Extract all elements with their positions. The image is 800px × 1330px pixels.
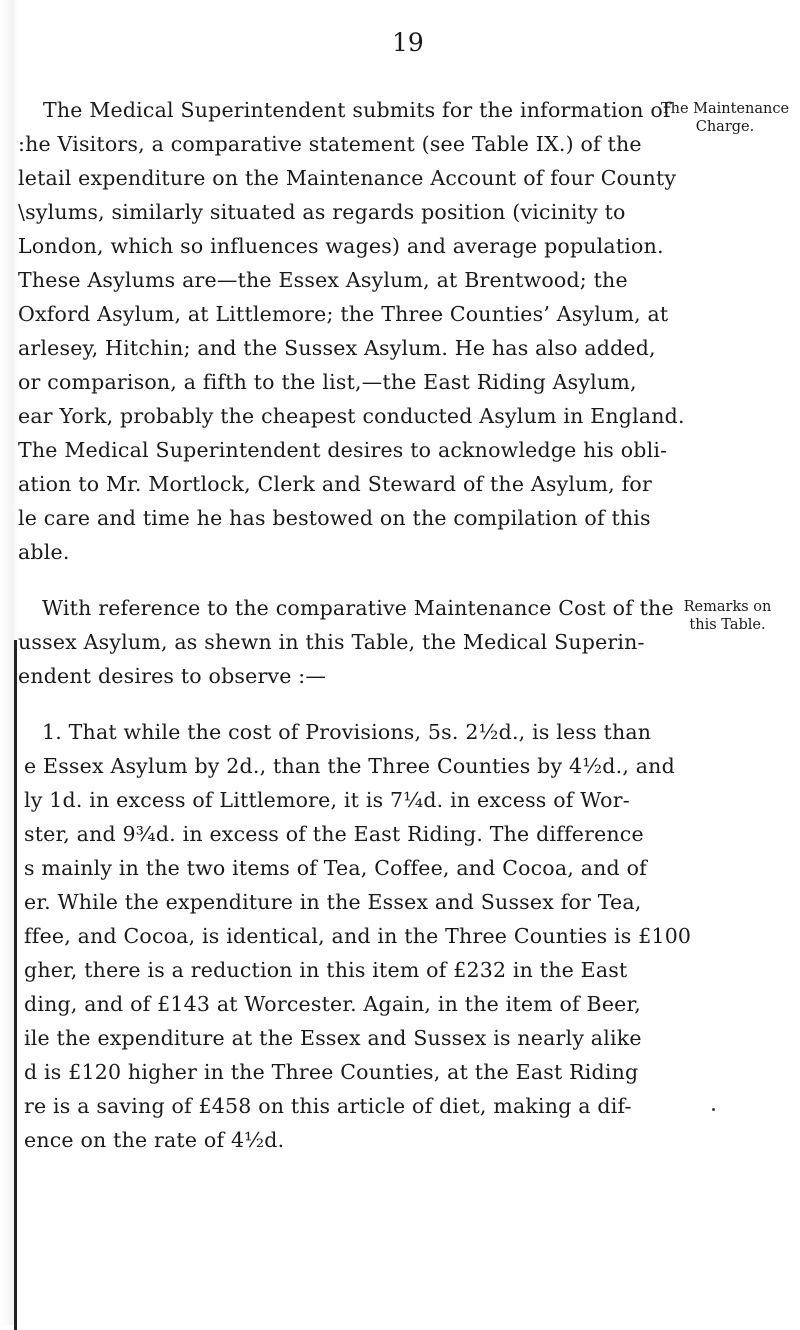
speck-mark <box>712 1108 715 1111</box>
binding-edge <box>14 640 17 1330</box>
text-line: 1. That while the cost of Provisions, 5s. 2½d., is less than <box>42 720 652 744</box>
text-line: ffee, and Cocoa, is identical, and in the Three Counties is £100 <box>24 924 692 948</box>
text-line: letail expenditure on the Maintenance Account of four County <box>18 166 677 190</box>
text-line: re is a saving of £458 on this article of diet, making a dif- <box>24 1094 632 1118</box>
margin-note-line: this Table. <box>689 617 766 633</box>
text-line: \sylums, similarly situated as regards position (vicinity to <box>18 200 626 224</box>
text-line: d is £120 higher in the Three Counties, at the East Riding <box>24 1060 639 1084</box>
text-line: ence on the rate of 4½d. <box>24 1128 285 1152</box>
text-line: ding, and of £143 at Worcester. Again, in the item of Beer, <box>24 992 641 1016</box>
text-line: s mainly in the two items of Tea, Coffee, and Cocoa, and of <box>24 856 647 880</box>
text-line: or comparison, a fifth to the list,—the East Riding Asylum, <box>18 370 637 394</box>
text-line: :he Visitors, a comparative statement (see Table IX.) of the <box>18 132 642 156</box>
text-line: ile the expenditure at the Essex and Sussex is nearly alike <box>24 1026 642 1050</box>
text-line: London, which so influences wages) and average population. <box>18 234 664 258</box>
text-line: Oxford Asylum, at Littlemore; the Three Counties’ Asylum, at <box>18 302 669 326</box>
text-line: endent desires to observe :— <box>18 664 327 688</box>
text-line: ear York, probably the cheapest conducted Asylum in England. <box>18 404 685 428</box>
text-line: The Medical Superintendent submits for the information of <box>43 98 671 122</box>
page-number: 19 <box>392 28 424 57</box>
text-line: ster, and 9¾d. in excess of the East Riding. The difference <box>24 822 644 846</box>
text-line: With reference to the comparative Maintenance Cost of the <box>42 596 674 620</box>
text-line: arlesey, Hitchin; and the Sussex Asylum. He has also added, <box>18 336 656 360</box>
margin-note-maintenance-charge <box>650 100 800 136</box>
text-line: gher, there is a reduction in this item of £232 in the East <box>24 958 628 982</box>
margin-note-remarks <box>655 598 800 634</box>
text-line: These Asylums are—the Essex Asylum, at Brentwood; the <box>18 268 628 292</box>
margin-note-line: The Maintenance <box>660 101 790 117</box>
text-line: ation to Mr. Mortlock, Clerk and Steward of the Asylum, for <box>18 472 652 496</box>
text-line: ly 1d. in excess of Littlemore, it is 7¼d. in excess of Wor- <box>24 788 630 812</box>
text-line: er. While the expenditure in the Essex and Sussex for Tea, <box>24 890 642 914</box>
text-line: able. <box>18 540 70 564</box>
margin-note-line: Remarks on <box>683 599 772 615</box>
text-line: le care and time he has bestowed on the compilation of this <box>18 506 651 530</box>
text-line: The Medical Superintendent desires to acknowledge his obli- <box>18 438 668 462</box>
text-line: ussex Asylum, as shewn in this Table, the Medical Superin- <box>18 630 645 654</box>
text-line: e Essex Asylum by 2d., than the Three Counties by 4½d., and <box>24 754 675 778</box>
margin-note-line: Charge. <box>695 119 755 135</box>
